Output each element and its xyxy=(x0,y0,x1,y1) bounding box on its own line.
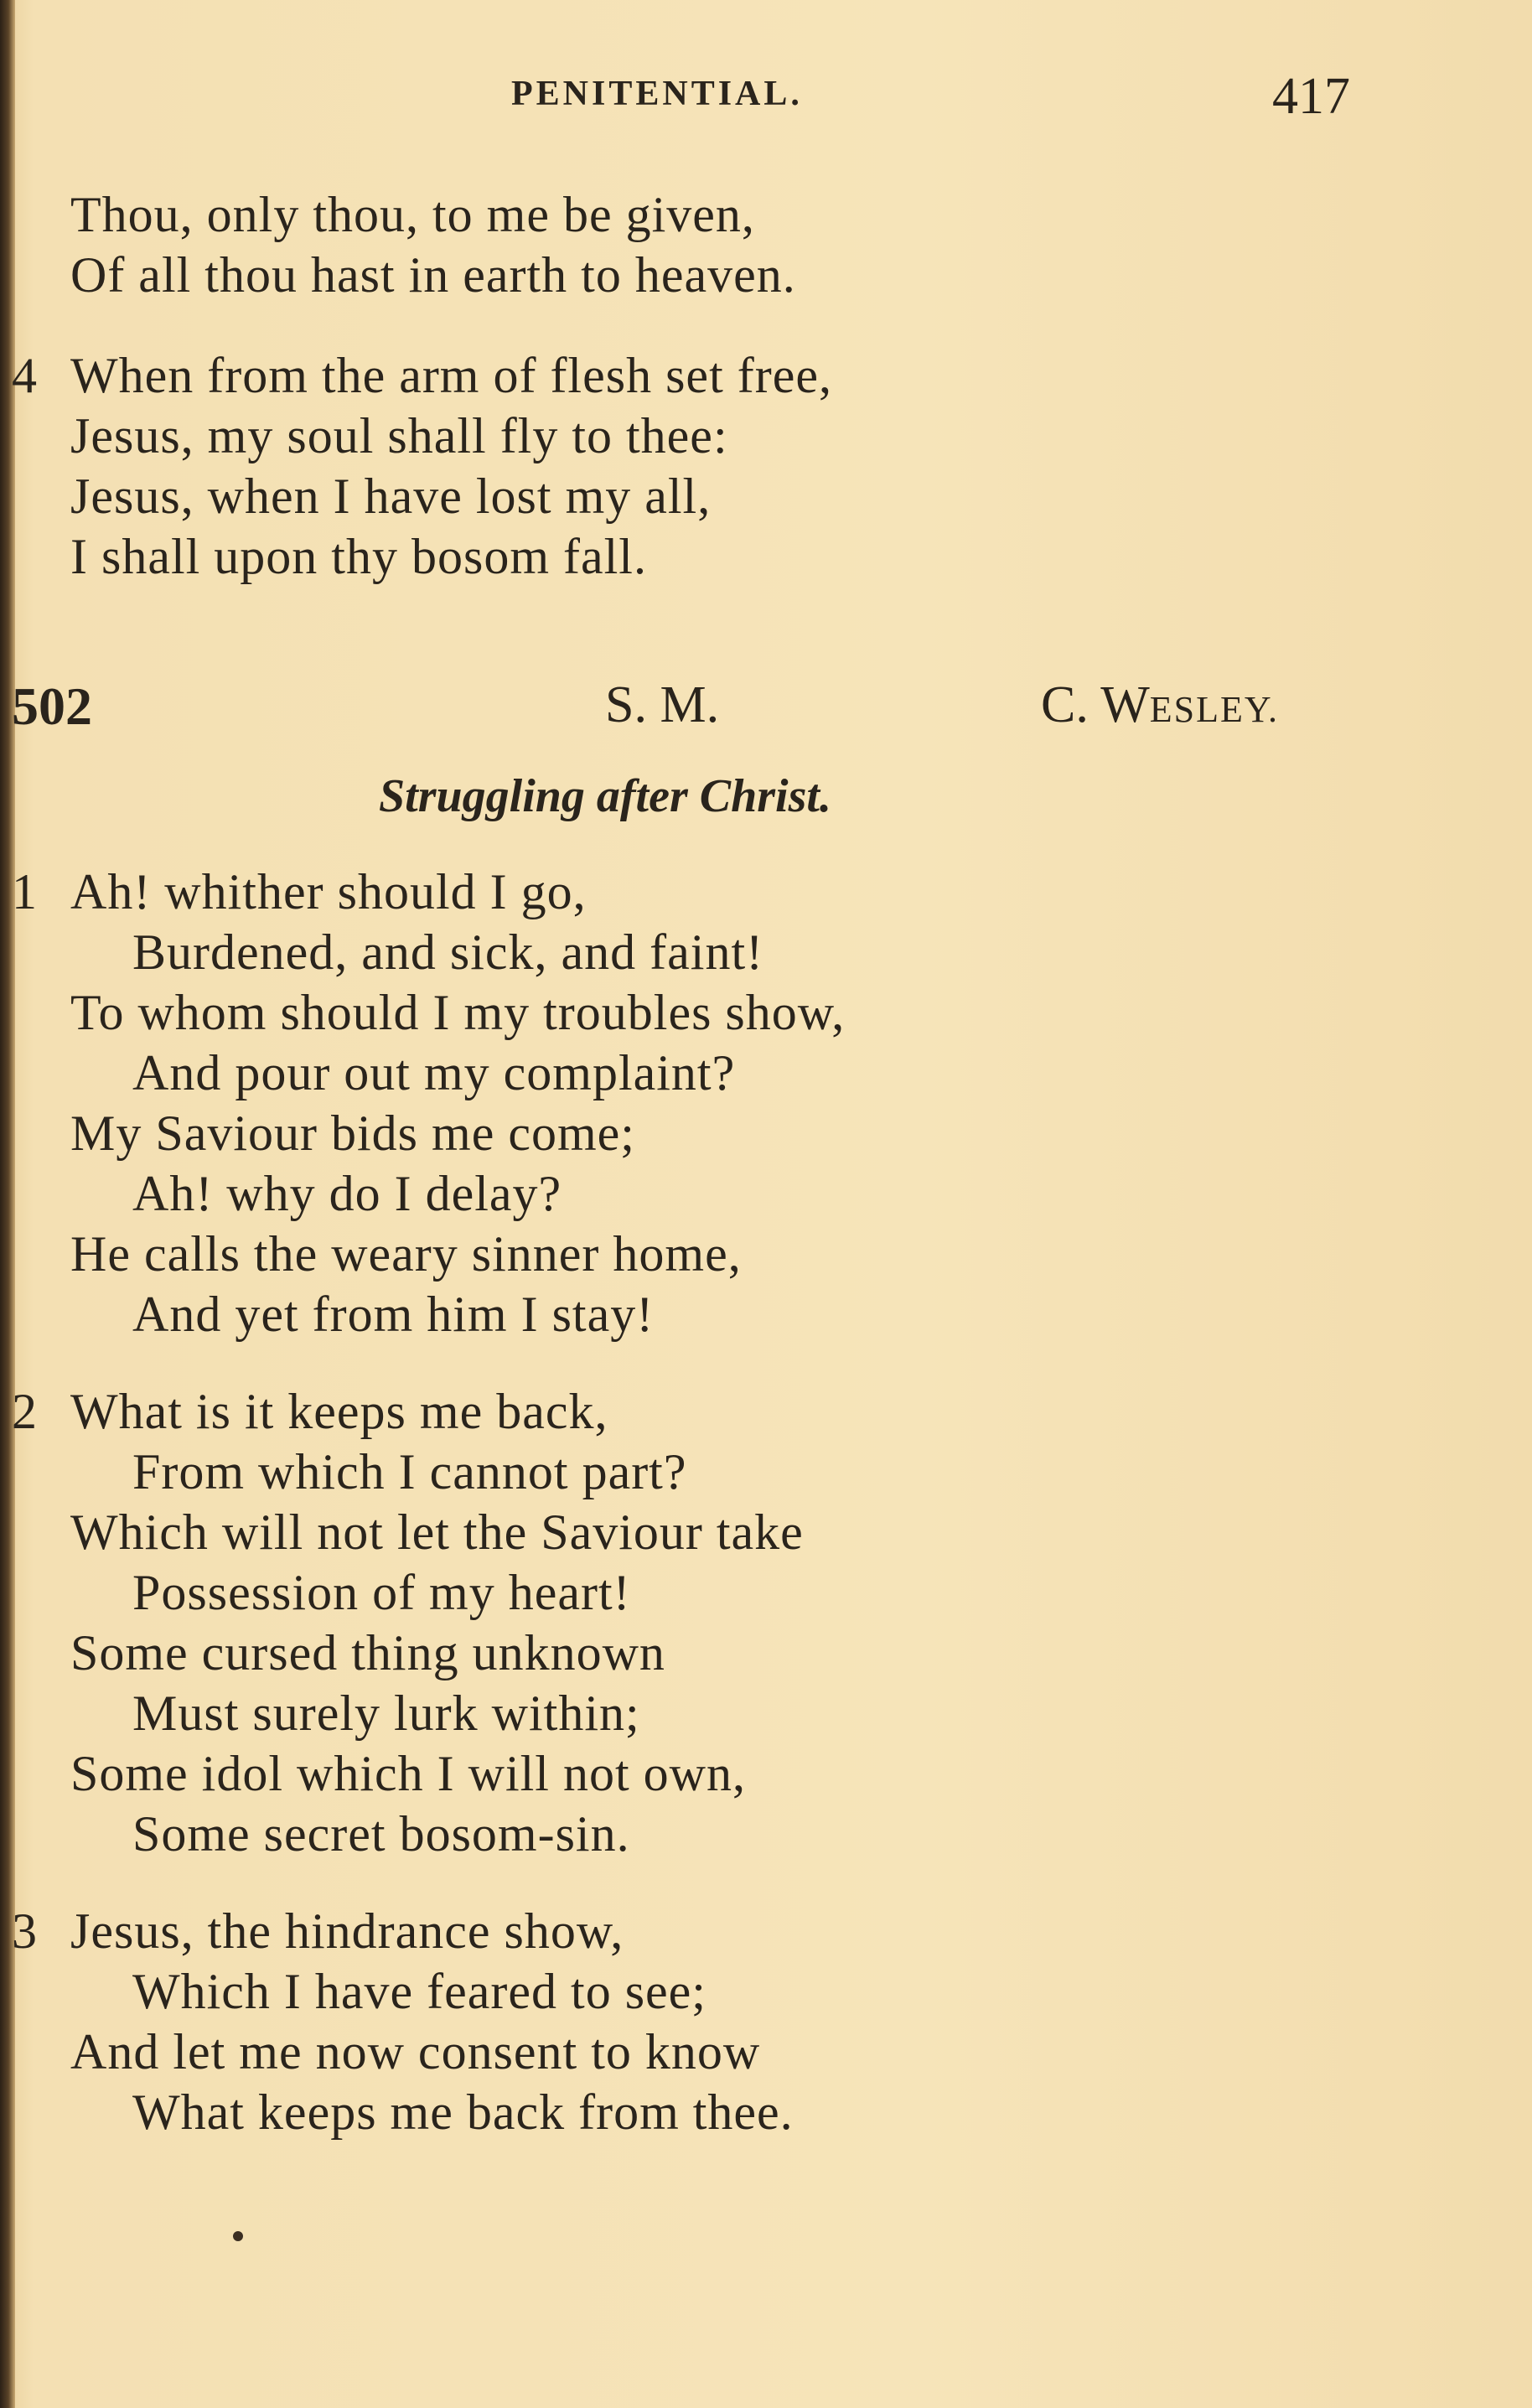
verse-line: Must surely lurk within; xyxy=(132,1686,640,1741)
running-head: PENITENTIAL. xyxy=(511,75,803,113)
verse-line: Jesus, the hindrance show, xyxy=(70,1903,624,1959)
verse-line: Burdened, and sick, and faint! xyxy=(132,924,764,980)
hymn-meter: S. M. xyxy=(605,676,720,733)
verse-line: From which I cannot part? xyxy=(132,1444,687,1499)
hymn-author-initial: C. W xyxy=(1041,676,1150,733)
verse-number: 4 xyxy=(12,348,37,403)
verse-line: My Saviour bids me come; xyxy=(70,1106,635,1161)
verse-line: He calls the weary sinner home, xyxy=(70,1226,742,1282)
verse-line: Jesus, my soul shall fly to thee: xyxy=(70,408,728,463)
verse-line: Some cursed thing unknown xyxy=(70,1625,665,1680)
verse-line: Which I have feared to see; xyxy=(132,1964,706,2019)
prev-hymn-line: Thou, only thou, to me be given, xyxy=(70,187,755,242)
verse-line: To whom should I my troubles show, xyxy=(70,985,846,1040)
verse-line: Possession of my heart! xyxy=(132,1565,631,1620)
page-header xyxy=(0,68,1532,132)
hymn-heading xyxy=(0,676,1532,743)
verse-line: Some secret bosom-sin. xyxy=(132,1806,630,1862)
verse-line: Jesus, when I have lost my all, xyxy=(70,469,712,524)
hymn-author-rest: ESLEY. xyxy=(1149,689,1279,730)
verse-line: When from the arm of flesh set free, xyxy=(70,348,832,403)
prev-hymn-line: Of all thou hast in earth to heaven. xyxy=(70,247,796,303)
verse-line: And let me now consent to know xyxy=(70,2024,761,2079)
verse-line: What is it keeps me back, xyxy=(70,1384,608,1439)
verse-number: 2 xyxy=(12,1384,37,1439)
verse-number: 3 xyxy=(12,1903,37,1959)
verse-line: And yet from him I stay! xyxy=(132,1287,655,1342)
verse-line: Ah! why do I delay? xyxy=(132,1166,562,1221)
hymn-number: 502 xyxy=(12,676,92,736)
page-number: 417 xyxy=(1272,68,1350,125)
verse-line: Ah! whither should I go, xyxy=(70,864,587,919)
hymn-author xyxy=(1041,676,1279,735)
verse-line: Some idol which I will not own, xyxy=(70,1746,746,1801)
verse-line: What keeps me back from thee. xyxy=(132,2084,794,2140)
verse-line: Which will not let the Saviour take xyxy=(70,1504,804,1560)
hymn-title: Struggling after Christ. xyxy=(379,770,831,822)
verse-line: I shall upon thy bosom fall. xyxy=(70,529,647,584)
ink-dot xyxy=(233,2231,243,2241)
verse-number: 1 xyxy=(12,864,37,919)
verse-line: And pour out my complaint? xyxy=(132,1045,736,1100)
